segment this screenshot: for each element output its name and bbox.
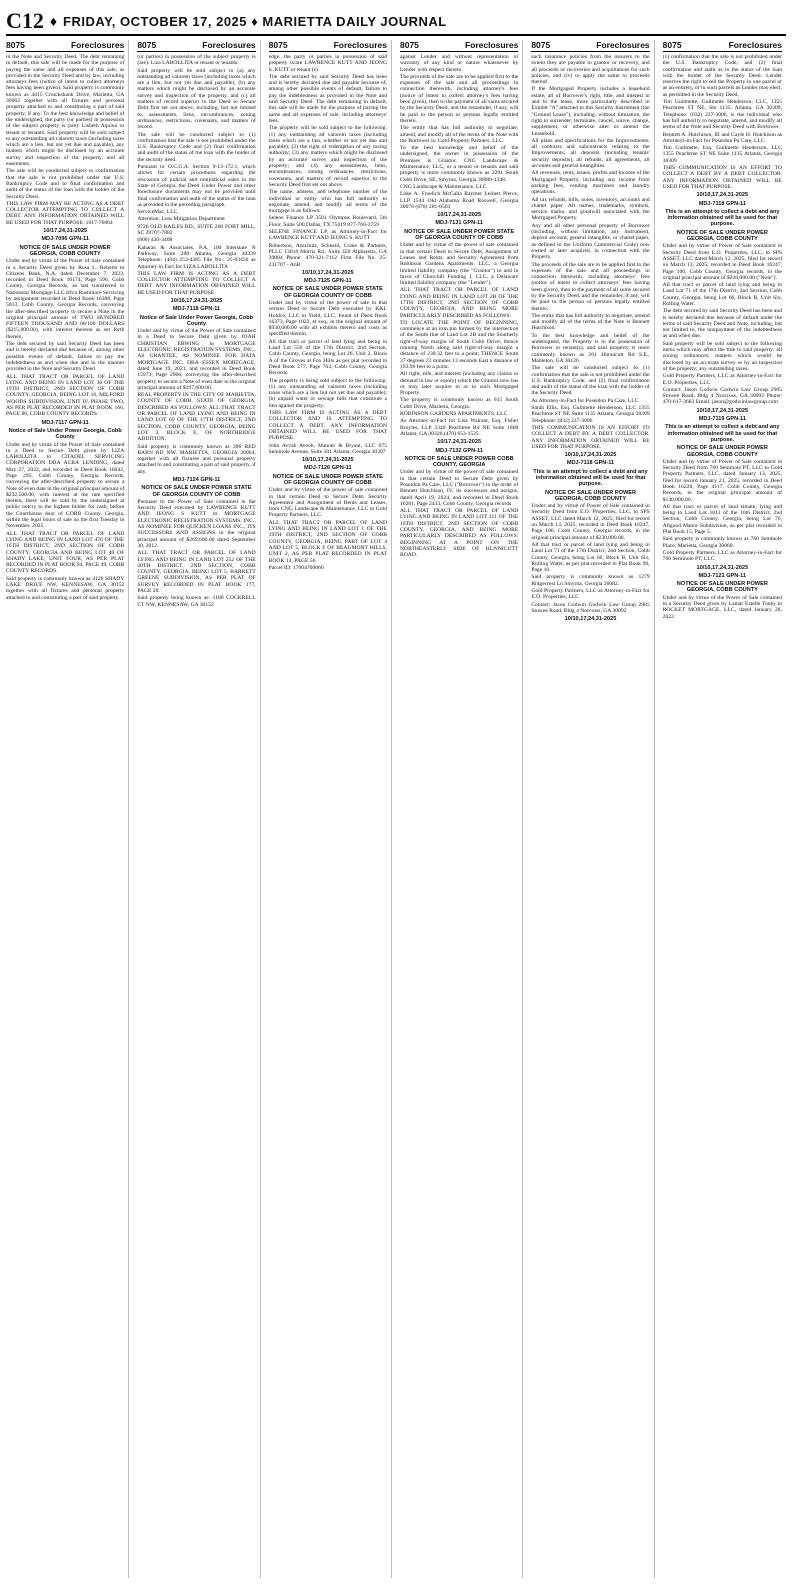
notice-heading: Notice of Sale Under Power Georgia, Cobb County [139,314,254,327]
notice-paragraph: John Avvab Aveob, Manner & Bryant, LLC 675 Seminole Avenue, Suite 301 Atlanta, Georgia 30307 [268,442,387,455]
notice-paragraph: ServiceMac, LLC [137,209,178,216]
column-header [663,40,782,52]
notice-column [137,40,260,1578]
notice-paragraph: REAL PROPERTY IN THE CITY OF MARIETTA, COUNTY OF COBB, STATE OF GEORGIA, DESCRIBED AS FOLLOWS: ALL THAT TRACT OR PARCEL OF LAND LYING AND BEING IN LAND LOT 69 OF THE 17TH DISTRICT, 2ND SECTION, COBB COUNTY, GEORGIA, BEING LOT 3, BLOCK E, OF NORTHRIDGE ADDITION. [137,392,256,443]
notice-paragraph: Gold Property Partners, LLC as Attorney-in-Fact for 760 Seminole PT, LLC [662,549,782,563]
notice-heading: MDJ-7132 GPN-11 [435,447,483,454]
notice-paragraph: As Attorney-in-Fact for Poseidon Pa Care, LLC [531,397,639,404]
notice-paragraph: If the Mortgaged Property includes a leasehold estate, all of Borrower's right, title, and interest in and to the lease, more particularly described in Exhibit "A" attached to this Security Instrument (the "Ground Lease"), including, without limitation, the right to surrender, terminate, cancel, waive, change, supplement, or otherwise alter or amend the Leasehold. [531,86,650,137]
notice-paragraph: Robertson, Anschutz, Schneid, Crane & Partners, PLLC 13010 Morris Rd., Suite 450 Alpharetta, GA 30004 Phone: 470-321-7112 Firm File No. 25-231707 - AnB [268,242,387,268]
notice-paragraph: To the best knowledge and belief of the undersigned, the owner in possession of the Premises is Grantor, CNG Landscape & Maintenance, LLC, or a tenant or tenants and said property is more commonly known as 2291 South Cobb Drive, SE, Smyrna, Georgia 30080-1348. [400,145,519,183]
notice-paragraph: Attention: Loss Mitigation Department [137,216,225,223]
column-header [269,40,387,52]
notice-heading: NOTICE OF SALE UNDER POWER GEORGIA, COBB COUNTY [544,489,637,502]
notice-column [400,40,523,1578]
notice-body [269,54,387,571]
notice-heading: MDJ-7131 GPN-11 [435,220,483,227]
notice-paragraph: 10/10,17,24,31-2025 [170,297,223,304]
diamond-separator-icon: ♦ [49,13,58,29]
notice-paragraph: Under and by virtue of the power of sale contained in that certain Deed to Secure Debt, Assignment of Leases and Rents, and Security Agreement from Robinson Gardens Apartments, LLC, a Georgia limited liability company (the "Grantor") to and in favor of Churchill Funding I, LLC, a Delaware limited liability company (the "Lender"). [400,242,519,287]
notice-paragraph: THIS LAW FIRM IS ACTING AS A DEBT COLLECTOR ATTEMPTING TO COLLECT A DEBT. ANY INFORMATION OBTAINED WILL BE USED FOR THAT PURPOSE. [137,270,256,296]
notice-paragraph: 10/10,17,24,31-2025 [302,457,354,464]
notice-paragraph: ALL THAT TRACT OR PARCEL OF LAND LYING AND BEING IN LAND LOT 2B OF THE 17TH DISTRICT, 2ND SECTION OF COBB COUNTY, GEORGIA, AND BEING MORE PARTICULARLY DESCRIBED AS FOLLOWS: [400,287,519,319]
notice-paragraph: Bennett A. Hutchison, III and Gayle H. Hutchison as Attorneys-in-Fact for Poseidon Pa Care, LLC [662,131,782,144]
notice-column [663,40,786,1578]
notice-paragraph: Said property is commonly known as 396 RED BARN RD NW, MARIETTA, GEORGIA 30064, together with all fixtures and personal property attached to and constituting a part of said property, if any. [137,443,256,475]
notice-paragraph: Under and by virtue of the Power of Sale contained in a Deed to Secure Debt given by JOAH CHRISTIAN ERWING to MORTGAGE ELECTRONIC REGISTRATION SYSTEMS, INC., AS GRANTEE, AS NOMINEE FOR DATA MORTGAGE INC. DBA ESSEX MORTGAGE, dated June 19, 2021, and recorded in Deed Book 15973, Page 2966, conveying the after-described property to secure a Note of even date in the original principal amount of $197,600.00. [137,328,256,391]
notice-paragraph: against Lender and without representation or warranty of any kind or nature whatsoever by Lender with respect thereto. [400,54,519,73]
notice-paragraph: The entity that has full authority to negotiate, amend and modify all of the terms of the Note is Bennett Hutchison. [531,312,650,332]
notice-paragraph: 10/17,24,31-2025 [43,228,88,235]
notice-heading: NOTICE OF SALE UNDER POWER GEORGIA, COBB COUNTY [676,445,768,458]
notice-paragraph: Gold Property Partners, LLC as Attorney-in-Fact for E.O. Properties, LLC [531,588,650,601]
notice-paragraph: All right, title, and interest (including any claims or demand in law or equity) which the Grantor now has or may later acquire in or to such Mortgaged Property. [400,371,519,397]
notice-paragraph: All that tract or parcel of land situate, lying and being in Land Lot 1011 of the 16th District, 2nd Section, Cobb County, Georgia, being Lot 76, Allgood Manor Subdivision, as per plat recorded in Plat Book 15, Page 5. [662,503,782,536]
notice-paragraph: Any and all other personal property of Borrower (including, without limitation, any instrument, deposit account, general intangible, or chattel paper, as defined in the Uniform Commercial Code) now owned or later acquired, in connection with the Property. [531,222,650,261]
notice-column [269,40,392,1578]
notice-paragraph: The property is commonly known as 615 South Cobb Drive, Marietta, Georgia. [400,397,519,410]
notice-paragraph: All that tract or parcel of land lying and being in Land Lot 71 of the 17th District, 2nd Section, Cobb County, Georgia, being Lot 66, Block B, Unit Six, Rolling Water. [662,282,782,307]
notice-paragraph: All tax refunds, bills, notes, inventory, accounts and chattel paper. All names, trademarks, symbols, service marks, and goodwill associated with the Mortgaged Property. [531,196,650,222]
notice-paragraph: THIS COMMUNICATION IS AN EFFORT TO COLLECT A DEBT BY A DEBT COLLECTOR. ANY INFORMATION OBTAINED WILL BE USED FOR THAT PURPOSE. [531,424,650,450]
notice-paragraph: Pursuant to O.C.G.A. Section 9-13-172.1, which allows for certain procedures regarding the rescission of judicial and nonjudicial sales in the State of Georgia, the Deed Under Power and other foreclosure documents may not be provided until final confirmation and audit of the status of the loan as provided in the preceding paragraph. [137,164,256,208]
notice-paragraph: Said property being known as: 1188 COCKRELL CT NW, KENNESAW, GA 30152 [137,595,256,608]
notice-paragraph: (800) 430-3408 [137,237,173,244]
notice-paragraph: Sarah Ellis, Esq. Guilmette Henderson, LLC 1355 Peachtree ST NE Suite 1135 Atlanta, Georgia 30309 Telephone: (832) 237-3006 [531,405,650,424]
notice-paragraph: All that tract or parcel of land lying and being in Land Lot 556 of the 17th District, 2nd Section, Cobb County, Georgia, being Lot 26, Unit 2, Block A of the Groves at Fox Hills as per plat recorded in Deed Book 277, Page 763, Cobb County, Georgia Records. [268,338,387,377]
notice-heading: MDJ-7096 GPN-11 [41,236,89,243]
notice-paragraph: ALL THAT TRACT OR PARCEL OF LAND LYING AND BEING IN LAND LOT 476 OF THE 16TH DISTRICT, 2ND SECTION OF COBB COUNTY, GEORGIA AND BEING LOT 40 OF SHADY LAKE, UNIT FOUR, AS PER PLAT RECORDED IN PLAT BOOK 94, PAGE 49, COBB COUNTY RECORDS. [6,530,125,575]
notice-paragraph: 10/10,17,24,31-2025 [302,269,354,276]
notice-paragraph: The debt secured by said Security Deed has been and is hereby declared due because of default under the terms of said Security Deed and Note, including, but not limited to, the nonpayment of the indebtedness as and when due. [662,308,782,340]
notice-paragraph: 10/10,17,24,31-2025 [564,452,617,459]
notice-paragraph: The entity that has full authority to negotiate, amend, and modify all of the terms of the Note with the Borrower is: Gold Property Partners, LLC. [400,125,519,144]
notice-paragraph: The sale will be conducted subject to (1) confirmation that the sale is not prohibited under the U.S. Bankruptcy Code; and (2) final confirmation and audit of the status of the loan with the holder of the Security Deed. [531,365,650,397]
notice-paragraph: All revenues, rents, issues, profits and income of the Mortgaged Property, including any income from parking fees, vending machines and laundry operations. [531,170,650,196]
notice-paragraph: SELENE FINANCE LP, as Attorney-in-Fact for LAWRENCE KUTT AND JEONG S. KUTT [268,229,387,242]
notice-paragraph: Pursuant to the Power of Sale contained in the Security Deed executed by LAWRENCE KUTT AND JEONG S KUTT to MORTGAGE ELECTRONIC REGISTRATION SYSTEMS, INC., AS NOMINEE FOR QUICKEN LOANS INC., ITS SUCCESSORS AND ASSIGNS in the original principal amount of $269,600.00 dated September 30, 2012. [137,498,256,549]
column-header [400,40,518,52]
notice-paragraph: Tim Guilmette, Guilmette Henderson, LLC, 1355 Peachtree ST NE, Ste 1135, Atlanta, GA 30309, Telephone: (832) 237-3006, is the individual who has full authority to negotiate, amend, and modify all terms of the Note and Security Deed with Borrower. [662,99,782,131]
notice-body [137,54,255,608]
notice-paragraph: The sale will be conducted subject to confirmation that the sale is not prohibited under the U.S. Bankruptcy Code and to final confirmation and audit of the status of the loan with the holder of the Security Deed. [6,168,125,200]
notice-paragraph: Under and by virtue of Power of Sale contained in Security Deed from E.O. Properties, LLC, to SPS ASSET, LLC dated March 12, 2025, filed for record on March 13, 2025, recorded in Deed Book 16247, Page 106, Cobb County, Georgia records, in the original principal amount of $230,000.00 ("Note"). [662,243,782,281]
category-code: 8075 [400,40,419,50]
notice-paragraph: Under and by virtue of the Power of Sale contained in a Security Deed given by Lamar Estelle Toney to ROCKET MORTGAGE, LLC, dated January 28, 2022. [662,594,782,620]
page-masthead [6,8,786,36]
notice-heading: MDJ-7121 GPN-11 [698,572,747,579]
notice-paragraph: THIS LAW FIRM IS ACTING AS A DEBT COLLECTOR AND IS ATTEMPTING TO COLLECT A DEBT. ANY INFORMATION OBTAINED WILL BE USED FOR THAT PURPOSE. [268,410,387,442]
category-code: 8075 [6,40,25,50]
notice-paragraph: Kaharas & Associates, P.A. 100 Interstate N Parkway, Suite 200 Atlanta, Georgia 30339 Telephone: (404) 253-4385 File No.: 25-03450 as Attorney in Fact for LIZA LABOLLITA [137,244,256,270]
notice-paragraph: such insurance policies from the insurers to the extent they are payable to grantor or recovery, and all proceeds or recoveries and acquittances for such policies, and (iv) to apply the same to proceeds thereof. [531,54,650,86]
notice-paragraph: ROBINSON GARDENS APARTMENTS, LLC [400,411,508,418]
category-label: Foreclosures [728,40,782,50]
notice-paragraph: Under and by virtue of the power of sale in that certain Deed to Secure Debt executed by K&L Holdco, LLC to Yield, LLC, found of Deed Book 16373, Page 1022, et seq., in the original amount of $930,000.00 with all exhibits thereto and costs as specified therein. [268,299,387,338]
notice-heading: NOTICE OF SALE UNDER POWER STATE OF GEORGIA COUNTY OF COBB [404,228,515,242]
notice-heading: This is an attempt to collect a debt and any information obtained will be used for that purpose. [665,208,780,228]
notice-paragraph: All plans and specifications for the Improvements; all contracts and subcontracts relating to the Improvements; all deposits (including tenants' security deposits), all refunds, all agreements, all accounts and general intangibles. [531,137,650,170]
notice-heading: Notice of Sale Under Power Georgia, Cobb County [8,427,122,441]
notice-paragraph: Said property is commonly known as 4126 SHADY LAKE DRIVE NW, KENNESAW, GA 30152 together with all fixtures and personal property attached to and constituting a part of said property. [6,575,125,601]
notice-paragraph: 10/10,17,24,31-2025 [696,564,749,571]
notice-paragraph: Under and by virtue of Power of Sale contained in Security Deed from E.O. Properties, LLC, to SPS ASSET, LLC dated March 12, 2025, filed for record on March 13, 2025, recorded in Deed Book 16247, Page 106, Cobb County, Georgia records, in the original principal amount of $230,000.00. [531,503,650,541]
notice-paragraph: THIS COMMUNICATION IS AN EFFORT TO COLLECT A DEBT BY A DEBT COLLECTOR. ANY INFORMATION OBTAINED WILL BE USED FOR THAT PURPOSE. [662,165,782,190]
notice-paragraph: The property is being sold subject to the following: (1) any outstanding ad valorem taxes (including taxes which are a lien but not yet due and payable); (b) unpaid water or sewage bills that constitute a lien against the property. [268,377,387,409]
notice-paragraph: Contact: Jason Godwin Godwin Law Group 2985 Stuwee Road, Bldg 4 Norcross, GA 30092 Phone: 470-617-3683 Email: jason@godwinlawgroup.com [662,386,782,406]
notice-paragraph: (or parties) in possession of the subject property is (are): Liza LABOLLITA or tenant or tenants. [137,54,256,67]
notice-paragraph: Under and by virtue of the power of sale contained in that certain Deed to Secure Debt given by Poseidon Pa Care, LLC ("Borrower") to the order of Bennett Hutchison, IV, its successors and assigns, dated April 19, 2024, and recorded in Deed Book 16201, Page 2433, Cobb County, Georgia records. [400,469,519,507]
notice-heading: NOTICE OF SALE UNDER POWER GEORGIA, COBB COUNTY [676,229,768,243]
notice-paragraph: THIS LAW FIRM MAY BE ACTING AS A DEBT COLLECTOR ATTEMPTING TO COLLECT A DEBT. ANY INFORMATION OBTAINED WILL BE USED FOR THAT PURPOSE. 1017-76864 [6,200,125,226]
notice-paragraph: Under and by virtue of the power of sale contained in that certain Deed to Secure Debt, Security Agreement and Assignment of Rents and Leases, from CNG Landscape & Maintenance, LLC to Gold Property Partners, LLC. [268,487,387,519]
notice-heading: NOTICE OF SALE UNDER POWER COBB COUNTY, GEORGIA [404,455,514,469]
notice-paragraph: All that tract or parcel of land lying and being in Land Lot 71 of the 17th District, 2nd Section, Cobb County, Georgia, being Lot 66, Block B, Unit Six, Rolling Water, as per plat recorded in Plat Book 96, Page 10. [531,541,650,574]
category-code: 8075 [268,40,288,50]
notice-heading: NOTICE OF SALE UNDER POWER STATE OF GEORGIA COUNTY OF COBB [272,286,383,299]
column-header [531,40,649,52]
category-code: 8075 [531,40,551,50]
notice-heading: MDJ-7118 GPN-11 [698,200,746,207]
notice-paragraph: ALL THAT TRACT OR PARCEL OF LAND LYING AND BEING IN LAND LOT 30 OF THE 19TH DISTRICT, 2ND SECTION OF COBB COUNTY, GEORGIA, BEING LOT 16, MILFORD WOODS SUBDIVISION, UNIT IV, PHASE TWO, AS PER PLAT RECORDED IN PLAT BOOK 166, PAGE 86, COBB COUNTY RECORDS. [6,373,125,418]
notice-paragraph: Under and by virtue of the Power of Sale contained in a Deed to Secure Debt given by LIZA LABOLLITA to CITADEL SERVICING CORPORATION DBA ACRA LENDING, dated May 27, 2022, and recorded in Deed Book 16042, Page 295, Cobb County, Georgia Records, conveying the after-described property to secure a Note of even date in the original principal amount of $232,500.00, with interest at the rate specified therein, there will be sold by the undersigned at public outcry to the highest bidder for cash, before the Courthouse door of COBB County, Georgia, within the legal hours of sale on the first Tuesday in November, 2025. [6,441,125,530]
notice-heading: MDJ-7118 GPN-11 [172,306,221,313]
notice-paragraph: ALL THAT TRACT OR PARCEL OF LAND LYING AND BEING IN LAND LOT 252 OF THE 20TH DISTRICT, 2ND SECTION, COBB COUNTY, GEORGIA, BEING LOT 5, BARRETT GREENE SUBDIVISION, AS PER PLAT OF SURVEY RECORDED IN PLAT BOOK 177, PAGE 20. [137,550,256,595]
notice-paragraph: The property will be sold subject to the following: (1) any outstanding ad valorem taxes (including taxes which are a lien, whether or not yet due and payable); (2) the right of redemption of any taxing authority; (3) any matters which might be disclosed by an accurate survey and inspection of the property; and (4) any assessments, liens, encumbrances, zoning ordinances, restrictions, covenants, and matters of record superior to the Security Deed first set out above. [268,125,387,188]
notice-heading: NOTICE OF SALE UNDER POWER STATE OF GEORGIA COUNTY OF COBB [141,485,252,498]
notice-heading: MDJ-7117 GPN-11 [41,419,89,426]
category-label: Foreclosures [70,40,125,50]
notice-paragraph: Selene Finance LP 3501 Olympus Boulevard, 5th Floor, Suite 500 Dallas, TX 75019 877-768-3759 [268,215,387,228]
category-code: 8075 [662,40,682,50]
notice-heading: MDJ-7119 GPN-11 [698,416,746,423]
notice-paragraph: The name, address, and telephone number of the individual or entity who has full authority to negotiate, amend, and modify all terms of the mortgage is as follows: [268,189,387,215]
notice-paragraph: (1) confirmation that the sale is not prohibited under the U.S. Bankruptcy Code; and (2) final confirmation and audit as to the status of the loan with the holder of the Security Deed. Lender reserves the right to sell the Property in one parcel or as an entirety, or in such parcels as Lender may elect, as permitted in the Security Deed. [662,54,782,98]
category-label: Foreclosures [464,40,519,50]
notice-paragraph: 10/10,17,24,31-2025 [696,192,749,199]
notice-heading: MDJ-7124 GPN-11 [172,477,221,483]
notice-paragraph: ALL THAT TRACT OR PARCEL OF LAND LYING AND BEING IN LAND LOT 1 OF THE 19TH DISTRICT, 2ND SECTION OF COBB COUNTY, GEORGIA, BEING PART OF LOT 4 AND LOT 5, BLOCK F OF BEAUMONT HILLS, UNIT 2, AS PER PLAT RECORDED IN PLAT BOOK 14, PAGE 56. [268,519,387,564]
notice-paragraph: edge, the party or parties in possession of said property is/are LAWRENCE KUTT AND JEONG S. KUTT or tenant (s). [268,54,387,73]
notice-heading: NOTICE OF SALE UNDER POWER GEORGIA, COBB COUNTY [19,244,111,257]
notice-heading: MDJ-7118 GPN-11 [566,460,615,467]
notice-body [531,54,649,623]
notice-heading: This is an attempt to collect a debt and any information obtained will be used for that purpose. [665,424,780,443]
notice-heading: MDJ-7125 GPN-11 [304,278,352,285]
notice-paragraph: Tim Guilmette, Esq. Guilmette Henderson, LLC 1355 Peachtree ST NE Suite 1135 Atlanta, Georgia 30309 [662,145,782,164]
notice-body [6,54,124,601]
notice-paragraph: in the Note and Security Deed. The debt remaining in default, this sale will be made for the purpose of paying the same and all expenses of this sale, as provided in the Security Deed and by law, including attorneys fees (notice of intent to collect attorneys fees having been given). Said property is commonly known as 4415 Cruickshank Drive, Marietta, GA 30062 together with all fixtures and personal property attached to and constituting a part of said property, if any. To the best knowledge and belief of the undersigned, the party (or parties) in possession of the subject property is (are): Lisbeth Aquino or tenant or tenants. Said property will be sold subject to any outstanding ad valorem taxes (including taxes which are a lien, but not yet due and payable), any matters which might be disclosed by an accurate survey and inspection of the property, and all easements. [6,54,125,168]
notice-body [663,54,782,620]
notice-paragraph: As Attorney-in-Fact for Lisa Walrant, Esq. Fisher Broyles, LLP 3340 Peachtree Rd NE Suite 1800 Atlanta, GA 30326 (470) 653-1525 [400,418,519,437]
notice-paragraph: 10/10,17,24,31-2025 [696,407,749,414]
notice-paragraph: Parcel ID: 17004700060 [268,564,324,571]
notice-paragraph: The debt secured by said Security Deed has been and is hereby declared due and payable because of, among other possible events of default, failure to pay the indebtedness as provided in the Note and said Security Deed. The debt remaining in default, this sale will be made for the purpose of paying the same and all expenses of sale, including attorneys' fees. [268,73,387,124]
notice-paragraph: The proceeds of the sale are to be applied first to the expenses of the sale and all proceedings in connection therewith, including attorneys' fees (notice of intent to collect attorneys' fees having been given), then to the payment of all sums secured by the Security Deed, and the remainder, if any, will be paid to the person or persons legally entitled thereto. [531,261,650,312]
notice-paragraph: Under and by virtue of the Power of Sale contained in a Security Deed given by Rosa L. Roberts to Citizens Bank, N.A. dated December 7, 2023, recorded in Deed Book 16174, Page 596, Cobb County, Georgia Records, as last transferred to Nationstar Mortgage LLC d/b/a Rushmore Servicing by assignment recorded in Deed Book 16388, Page 5013, Cobb County, Georgia Records, conveying the after-described property to secure a Note in the original principal amount of TWO HUNDRED FIFTEEN THOUSAND AND 00/100 DOLLARS ($215,000.00), with interest thereon as set forth therein. [6,258,125,340]
notice-body [400,54,518,559]
notice-paragraph: The proceeds of the sale are to be applied first to the expenses of the sale and all proceedings in connection therewith, including attorney's fees (notice of intent to collect attorney's fees having been given), then to the payment of all sums secured by the Security Deed, and the remainder, if any, will be paid to the person or persons legally entitled thereto. [400,73,519,124]
notice-paragraph: TO LOCATE THE POINT OF BEGINNING, commence at an iron pin formed by the intersection of the South line of Land Lot 2B and the Southerly right-of-way margin of South Cobb Drive; thence running North along said right-of-way margin a distance of 230.32 feet to a point; THENCE South 37 degrees 23 minutes 13 seconds East a distance of 193.96 feet to a point. [400,319,519,370]
category-code: 8075 [137,40,157,50]
column-header [137,40,255,52]
notice-paragraph: Said property is commonly known as 1279 Ridgecrest Ln Smyrna, Georgia 30082. [531,574,650,587]
notice-paragraph: Under and by virtue of Power of Sale contained in Security Deed from 760 Seminole PT, LLC to Gold Property Partners, LLC, dated January 13, 2025, filed for record January 21, 2025, recorded in Deed Book 16228, Page 4117, Cobb County, Georgia Records, in the original principal amount of $140,000.00. [662,458,782,503]
category-label: Foreclosures [333,40,387,50]
notice-paragraph: CNG Landscape & Maintenance, LLC [400,183,487,190]
notice-paragraph: ALL THAT TRACT OR PARCEL OF LAND LYING AND BEING IN LAND LOT 311 OF THE 16TH DISTRICT, 2ND SECTION OF COBB COUNTY, GEORGIA, AND BEING MORE PARTICULARLY DESCRIBED AS FOLLOWS: BEGINNING AT A POINT ON THE NORTHEASTERLY SIDE OF HUNNICUTT ROAD. [400,508,519,559]
notice-paragraph: Said property will be sold subject to (a) any outstanding ad valorem taxes (including taxes which are a lien, but not yet due and payable), (b) any matters which might be disclosed by an accurate survey and inspection of the property, and (c) all matters of record superior to the Deed to Secure Debt first set out above, including, but not limited to, assessments, liens, encumbrances, zoning ordinances, restrictions, covenants, and matters of record. [137,67,256,131]
notice-paragraph: The sale will be conducted subject to (1) confirmation that the sale is not prohibited under the U.S. Bankruptcy Code and (2) final confirmation and audit of the status of the loan with the holder of the security deed. [137,131,256,163]
notice-paragraph: 10/17,24,31-2025 [437,439,482,446]
notice-paragraph: 10/17,24,31-2025 [437,212,482,219]
notice-column [6,40,129,1578]
notice-paragraph: Said property is commonly known as 760 Seminole Place, Marietta, Georgia 30060. [662,536,782,549]
category-label: Foreclosures [596,40,650,50]
notice-paragraph: To the best knowledge and belief of the undersigned, the Property is in the possession of Borrower or tenant(s), and said property is more commonly known as 261 Hunnicutt Rd S.E., Mableton, GA 30126. [531,332,650,364]
notice-paragraph: 10/10,17,24,31-2025 [564,616,617,623]
notice-paragraph: Contact: Jason Godwin Godwin Law Group 2985 Stuwee Road, Bldg 4 Norcross, GA 30092 [531,601,650,614]
notice-heading: This is an attempt to collect a debt and any information obtained will be used for that purpose. [533,468,648,488]
dateline: FRIDAY, OCTOBER 17, 2025 ♦ MARIETTA DAILY JOURNAL [63,13,447,29]
notice-paragraph: Luke A. Froelich McCalla Raymer Leibert Pierce, LLP 1544 Old Alabama Road Roswell, Georgia 30076 (678) 281-6503 [400,191,519,210]
category-label: Foreclosures [202,40,256,50]
notice-column [531,40,654,1578]
classified-columns [6,40,786,1578]
notice-heading: NOTICE OF SALE UNDER POWER STATE OF GEORGIA COUNTY OF COBB [272,473,383,486]
notice-heading: NOTICE OF SALE UNDER POWER GEORGIA, COBB COUNTY [676,581,768,594]
page-number: C12 [6,8,44,33]
column-header [6,40,124,52]
notice-paragraph: Gold Property Partners, LLC as Attorney-in-Fact for E.O. Properties, LLC [662,373,782,386]
notice-paragraph: The debt secured by said Security Deed has been and is hereby declared due because of, among other possible events of default, failure to pay the indebtedness as and when due and in the manner provided in the Note and Security Deed. [6,341,125,373]
notice-heading: MDJ-7126 GPN-11 [304,465,352,472]
notice-paragraph: Said property will be sold subject to the following items which may affect the title to said property: all zoning ordinances; matters which would be disclosed by an accurate survey or by an inspection of the property; any outstanding taxes. [662,340,782,372]
notice-paragraph: 9726 OLD BAILES RD., SUITE 200 FORT MILL, SC 29707-7882 [137,223,256,237]
